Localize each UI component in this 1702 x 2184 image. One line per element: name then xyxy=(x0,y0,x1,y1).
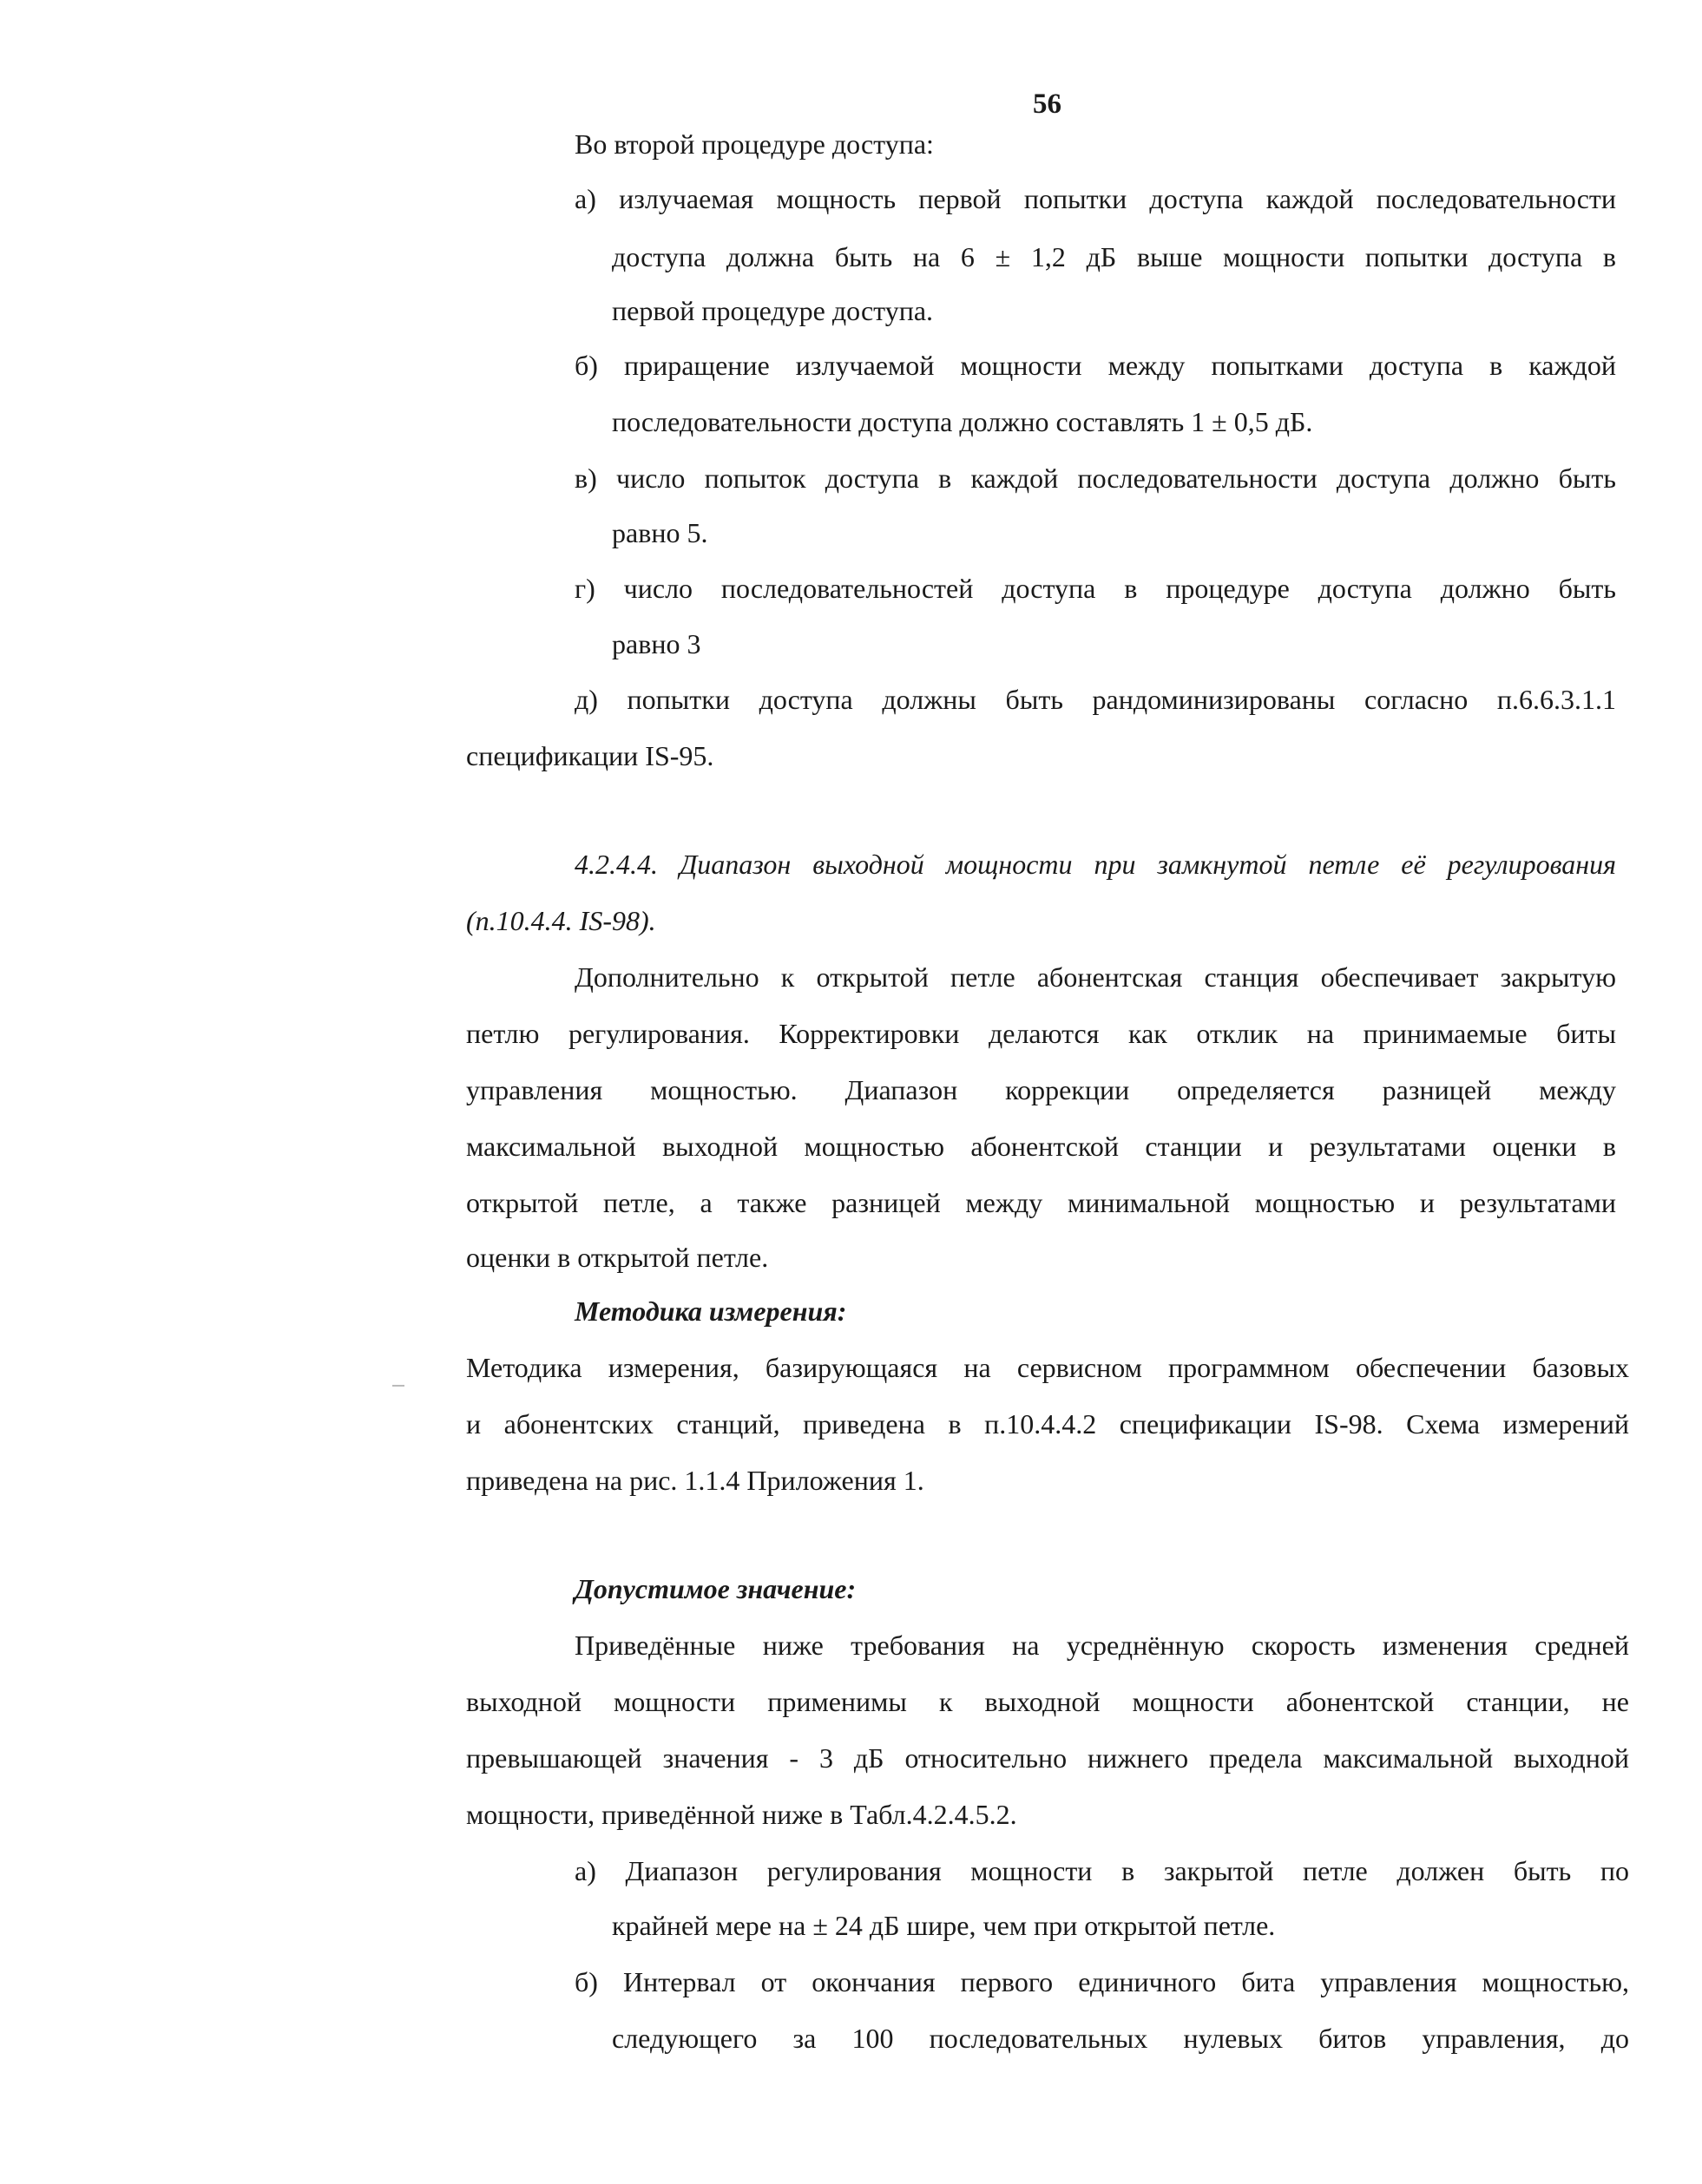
intro-line: Во второй процедуре доступа: xyxy=(575,128,934,160)
page-number: 56 xyxy=(1033,89,1061,120)
allowed-line: превышающей значения - 3 дБ относительно нижнего предела максимальной выходной xyxy=(466,1742,1629,1774)
list-item-a-line3: первой процедуре доступа. xyxy=(612,295,934,326)
list-item-c-line1: в) число попыток доступа в каждой последовательности доступа должно быть xyxy=(575,462,1616,494)
list-item-e-line1: д) попытки доступа должны быть рандоминизированы согласно п.6.6.3.1.1 xyxy=(575,684,1616,715)
method-line: Методика измерения, базирующаяся на сервисном программном обеспечении базовых xyxy=(466,1352,1629,1383)
list-item-b-line2: последовательности доступа должно составлять 1 ± 0,5 дБ. xyxy=(612,406,1313,437)
paragraph-1-line: открытой петле, а также разницей между минимальной мощностью и результатами xyxy=(466,1187,1616,1218)
method-line: и абонентских станций, приведена в п.10.4.4.2 спецификации IS-98. Схема измерений xyxy=(466,1408,1629,1440)
allowed-line: Приведённые ниже требования на усреднённую скорость изменения средней xyxy=(575,1630,1629,1661)
paragraph-1-line: оценки в открытой петле. xyxy=(466,1242,769,1273)
section-heading-line2: (п.10.4.4. IS-98). xyxy=(466,905,656,936)
list-item-c-line2: равно 5. xyxy=(612,517,708,548)
section-heading-line1: 4.2.4.4. Диапазон выходной мощности при замкнутой петле её регулирования xyxy=(575,849,1616,880)
scan-speck xyxy=(392,1385,404,1387)
paragraph-1-line: максимальной выходной мощностью абонентской станции и результатами оценки в xyxy=(466,1131,1616,1162)
allowed-line: мощности, приведённой ниже в Табл.4.2.4.5.2. xyxy=(466,1799,1017,1830)
allowed-item-a-line2: крайней мере на ± 24 дБ шире, чем при открытой петле. xyxy=(612,1910,1276,1941)
allowed-item-b-line2: следующего за 100 последовательных нулевых битов управления, до xyxy=(612,2023,1629,2054)
paragraph-1-line: петлю регулирования. Корректировки делаются как отклик на принимаемые биты xyxy=(466,1018,1616,1049)
allowed-line: выходной мощности применимы к выходной мощности абонентской станции, не xyxy=(466,1686,1629,1717)
method-line: приведена на рис. 1.1.4 Приложения 1. xyxy=(466,1465,924,1496)
list-item-b-line1: б) приращение излучаемой мощности между попытками доступа в каждой xyxy=(575,350,1616,381)
paragraph-1-line: Дополнительно к открытой петле абонентская станция обеспечивает закрытую xyxy=(575,961,1616,993)
allowed-heading: Допустимое значение: xyxy=(575,1573,857,1604)
list-item-e-line2: спецификации IS-95. xyxy=(466,740,714,771)
list-item-d-line1: г) число последовательностей доступа в процедуре доступа должно быть xyxy=(575,573,1616,604)
allowed-item-b-line1: б) Интервал от окончания первого единичного бита управления мощностью, xyxy=(575,1966,1629,1997)
allowed-item-a-line1: а) Диапазон регулирования мощности в закрытой петле должен быть по xyxy=(575,1855,1629,1886)
list-item-a-line2: доступа должна быть на 6 ± 1,2 дБ выше мощности попытки доступа в xyxy=(612,241,1616,272)
list-item-d-line2: равно 3 xyxy=(612,628,701,659)
paragraph-1-line: управления мощностью. Диапазон коррекции определяется разницей между xyxy=(466,1074,1616,1105)
method-heading: Методика измерения: xyxy=(575,1295,847,1327)
list-item-a-line1: а) излучаемая мощность первой попытки доступа каждой последовательности xyxy=(575,183,1616,214)
